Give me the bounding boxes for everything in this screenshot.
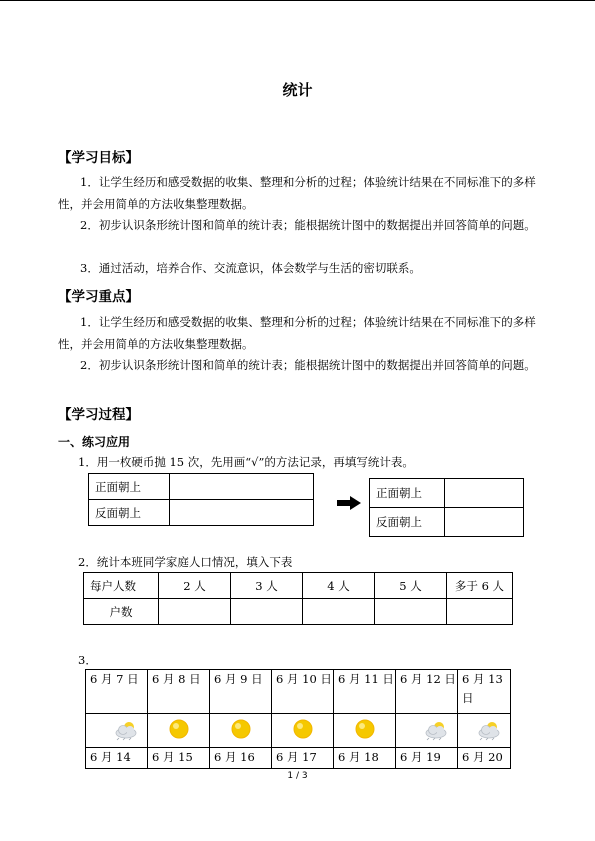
date-cell: 6 月 12 日 bbox=[396, 670, 458, 714]
family-count-cell[interactable] bbox=[447, 599, 513, 625]
cloudy-icon bbox=[113, 730, 141, 744]
date-cell: 6 月 13 日 bbox=[458, 670, 511, 714]
header-rule bbox=[0, 0, 595, 1]
coin-row-label: 反面朝上 bbox=[370, 508, 445, 537]
question-1: 1．用一枚硬币抛 15 次，先用画“√”的方法记录，再填写统计表。 bbox=[78, 455, 414, 469]
date-cell: 6 月 17 bbox=[272, 748, 334, 769]
count-cell[interactable] bbox=[445, 479, 524, 508]
family-count-cell[interactable] bbox=[231, 599, 303, 625]
key-point-item-1: 1．让学生经历和感受数据的收集、整理和分析的过程；体验统计结果在不同标准下的多样性，并会用简单的方法收集整理数据。 bbox=[58, 315, 536, 351]
coin-row-label: 反面朝上 bbox=[89, 500, 170, 526]
cloudy-icon bbox=[423, 730, 451, 744]
question-3: 3． bbox=[78, 653, 97, 667]
weather-icon-cell bbox=[396, 714, 458, 748]
date-cell: 6 月 15 bbox=[148, 748, 210, 769]
cloudy-icon bbox=[476, 730, 504, 744]
question-2: 2．统计本班同学家庭人口情况，填入下表 bbox=[78, 555, 293, 569]
tally-cell[interactable] bbox=[170, 474, 314, 500]
section-heading-goals: 【学习目标】 bbox=[58, 150, 139, 166]
family-header-cell: 每户人数 bbox=[84, 573, 159, 599]
date-cell: 6 月 14 bbox=[86, 748, 148, 769]
goal-item-2: 2．初步认识条形统计图和简单的统计表；能根据统计图中的数据提出并回答简单的问题。 bbox=[80, 218, 536, 232]
tally-cell[interactable] bbox=[170, 500, 314, 526]
date-cell: 6 月 18 bbox=[334, 748, 396, 769]
family-header-cell: 2 人 bbox=[159, 573, 231, 599]
weather-table bbox=[85, 669, 511, 769]
date-cell: 6 月 20 bbox=[458, 748, 511, 769]
family-row-label: 户数 bbox=[84, 599, 159, 625]
right-arrow-icon bbox=[337, 496, 361, 510]
date-cell: 6 月 9 日 bbox=[210, 670, 272, 714]
sunny-icon bbox=[166, 731, 192, 745]
weather-icon-cell bbox=[272, 714, 334, 748]
coin-row-label: 正面朝上 bbox=[370, 479, 445, 508]
family-header-cell: 3 人 bbox=[231, 573, 303, 599]
date-cell: 6 月 7 日 bbox=[86, 670, 148, 714]
page-title: 统计 bbox=[282, 81, 313, 99]
family-count-cell[interactable] bbox=[375, 599, 447, 625]
family-header-cell: 多于 6 人 bbox=[447, 573, 513, 599]
family-header-cell: 4 人 bbox=[303, 573, 375, 599]
key-point-item-2: 2．初步认识条形统计图和简单的统计表；能根据统计图中的数据提出并回答简单的问题。 bbox=[80, 358, 536, 372]
goal-item-1: 1．让学生经历和感受数据的收集、整理和分析的过程；体验统计结果在不同标准下的多样性，并会用简单的方法收集整理数据。 bbox=[58, 175, 536, 211]
sunny-icon bbox=[290, 731, 316, 745]
section-heading-process: 【学习过程】 bbox=[58, 407, 139, 423]
weather-icon-cell bbox=[458, 714, 511, 748]
weather-icon-cell bbox=[334, 714, 396, 748]
weather-icon-cell bbox=[86, 714, 148, 748]
coin-tally-table bbox=[88, 473, 314, 526]
date-cell: 6 月 8 日 bbox=[148, 670, 210, 714]
family-header-cell: 5 人 bbox=[375, 573, 447, 599]
section-heading-key-points: 【学习重点】 bbox=[58, 289, 139, 305]
date-cell: 6 月 16 bbox=[210, 748, 272, 769]
goal-item-3: 3．通过活动，培养合作、交流意识，体会数学与生活的密切联系。 bbox=[80, 261, 421, 275]
family-count-cell[interactable] bbox=[159, 599, 231, 625]
coin-count-table bbox=[369, 478, 524, 537]
coin-row-label: 正面朝上 bbox=[89, 474, 170, 500]
family-size-table bbox=[83, 572, 513, 625]
date-cell: 6 月 11 日 bbox=[334, 670, 396, 714]
date-cell: 6 月 10 日 bbox=[272, 670, 334, 714]
practice-heading: 一、练习应用 bbox=[58, 435, 131, 449]
family-count-cell[interactable] bbox=[303, 599, 375, 625]
weather-icon-cell bbox=[210, 714, 272, 748]
weather-icon-cell bbox=[148, 714, 210, 748]
date-cell: 6 月 19 bbox=[396, 748, 458, 769]
sunny-icon bbox=[352, 731, 378, 745]
sunny-icon bbox=[228, 731, 254, 745]
page-number: 1 / 3 bbox=[287, 771, 308, 781]
count-cell[interactable] bbox=[445, 508, 524, 537]
